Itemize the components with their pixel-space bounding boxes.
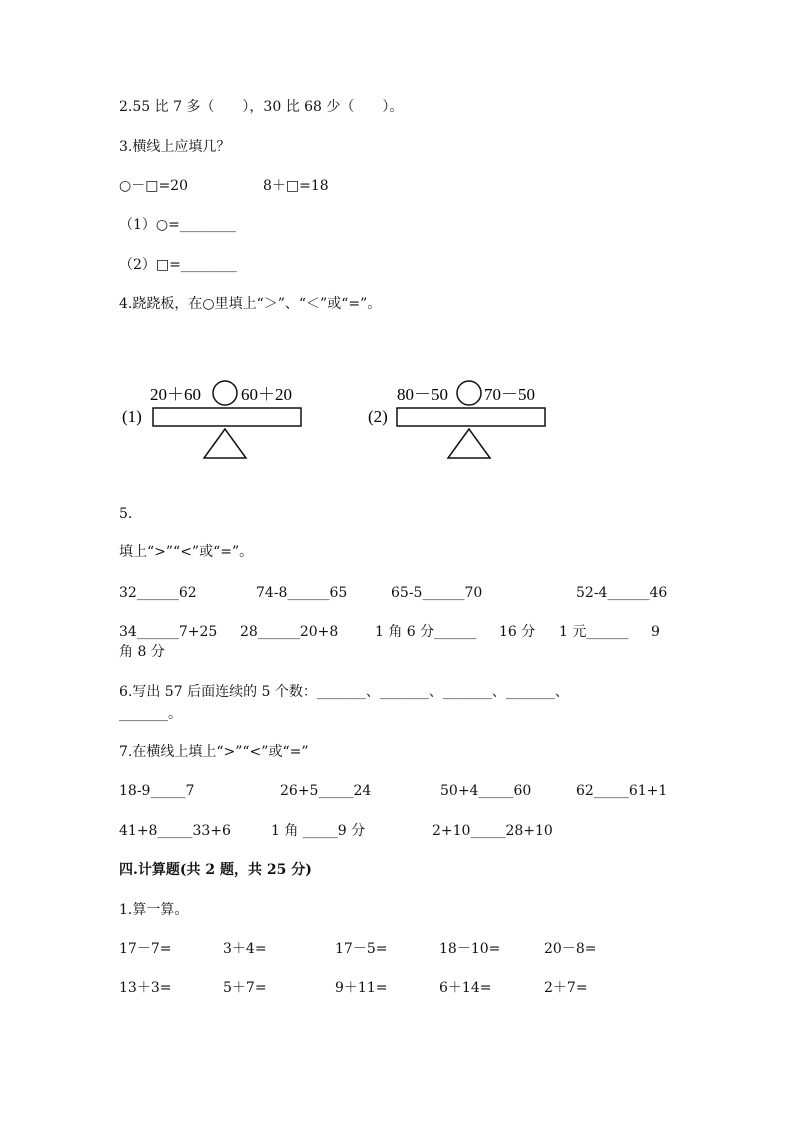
question-5-item: 1 角 6 分______	[375, 624, 477, 640]
question-5-instruction: 填上“>”“<”或“=”。	[119, 544, 254, 560]
calc-item: 20－8=	[544, 941, 597, 957]
question-3-equation-2: 8＋□=18	[263, 178, 329, 194]
calc-item: 3＋4=	[223, 941, 267, 957]
question-3-answer-2: （2）□=________	[119, 257, 237, 273]
seesaw-1-label: (1)	[122, 407, 142, 426]
question-7-item: 41+8_____33+6	[119, 823, 231, 839]
seesaw-2-left-expr: 80－50	[397, 385, 448, 404]
calc-item: 6＋14=	[439, 980, 492, 996]
question-5-number: 5.	[119, 506, 133, 522]
question-6-line-1: 6.写出 57 后面连续的 5 个数：_______、_______、_______、_______、	[119, 684, 569, 700]
question-7-item: 26+5_____24	[280, 783, 372, 799]
question-5-item: 74-8______65	[256, 585, 348, 601]
calc-item: 18－10=	[439, 941, 501, 957]
question-5-item: 9	[651, 624, 660, 640]
question-4-title: 4.跷跷板，在○里填上“＞”、“＜”或“=”。	[119, 296, 382, 312]
section-4-heading: 四.计算题(共 2 题，共 25 分)	[119, 862, 312, 878]
question-2: 2.55 比 7 多（ ），30 比 68 少（ ）。	[119, 99, 404, 115]
seesaw-2-fulcrum	[448, 429, 490, 458]
seesaw-1-right-expr: 60＋20	[241, 385, 292, 404]
question-7-item: 50+4_____60	[440, 783, 532, 799]
calc-item: 5＋7=	[223, 980, 267, 996]
question-7-item: 1 角 _____9 分	[271, 823, 366, 839]
question-5-item: 34______7+25	[119, 624, 218, 640]
question-5-item: 65-5______70	[391, 585, 483, 601]
question-5-item: 1 元______	[559, 624, 629, 640]
question-5-item: 16 分	[499, 624, 536, 640]
question-6-line-2: _______。	[119, 706, 182, 722]
seesaw-1-fulcrum	[204, 429, 246, 458]
calc-item: 13＋3=	[119, 980, 172, 996]
question-7-item: 18-9_____7	[119, 783, 195, 799]
question-5-item: 52-4______46	[576, 585, 668, 601]
question-5-item: 32______62	[119, 585, 197, 601]
question-3-equation-1: ○－□=20	[119, 178, 188, 194]
calc-item: 9＋11=	[335, 980, 388, 996]
question-5-item-wrap: 角 8 分	[119, 644, 165, 660]
seesaw-1-left-expr: 20＋60	[150, 385, 201, 404]
question-7-item: 2+10_____28+10	[432, 823, 553, 839]
calc-1-title: 1.算一算。	[119, 902, 189, 918]
question-5-item: 28______20+8	[240, 624, 339, 640]
seesaw-1	[118, 374, 308, 464]
seesaw-2	[364, 374, 554, 464]
seesaw-2-board	[397, 408, 545, 426]
question-3-title: 3.横线上应填几？	[119, 139, 231, 155]
question-7-item: 62_____61+1	[576, 783, 668, 799]
calc-item: 17－7=	[119, 941, 172, 957]
question-3-answer-1: （1）○=________	[119, 217, 236, 233]
question-7-title: 7.在横线上填上“>”“<”或“=”	[119, 744, 309, 760]
calc-item: 17－5=	[335, 941, 388, 957]
seesaw-2-right-expr: 70－50	[484, 385, 535, 404]
seesaw-2-compare-circle[interactable]	[457, 381, 481, 405]
seesaw-1-compare-circle[interactable]	[213, 381, 237, 405]
seesaw-1-board	[153, 408, 301, 426]
calc-item: 2＋7=	[544, 980, 588, 996]
seesaw-2-label: (2)	[368, 407, 388, 426]
